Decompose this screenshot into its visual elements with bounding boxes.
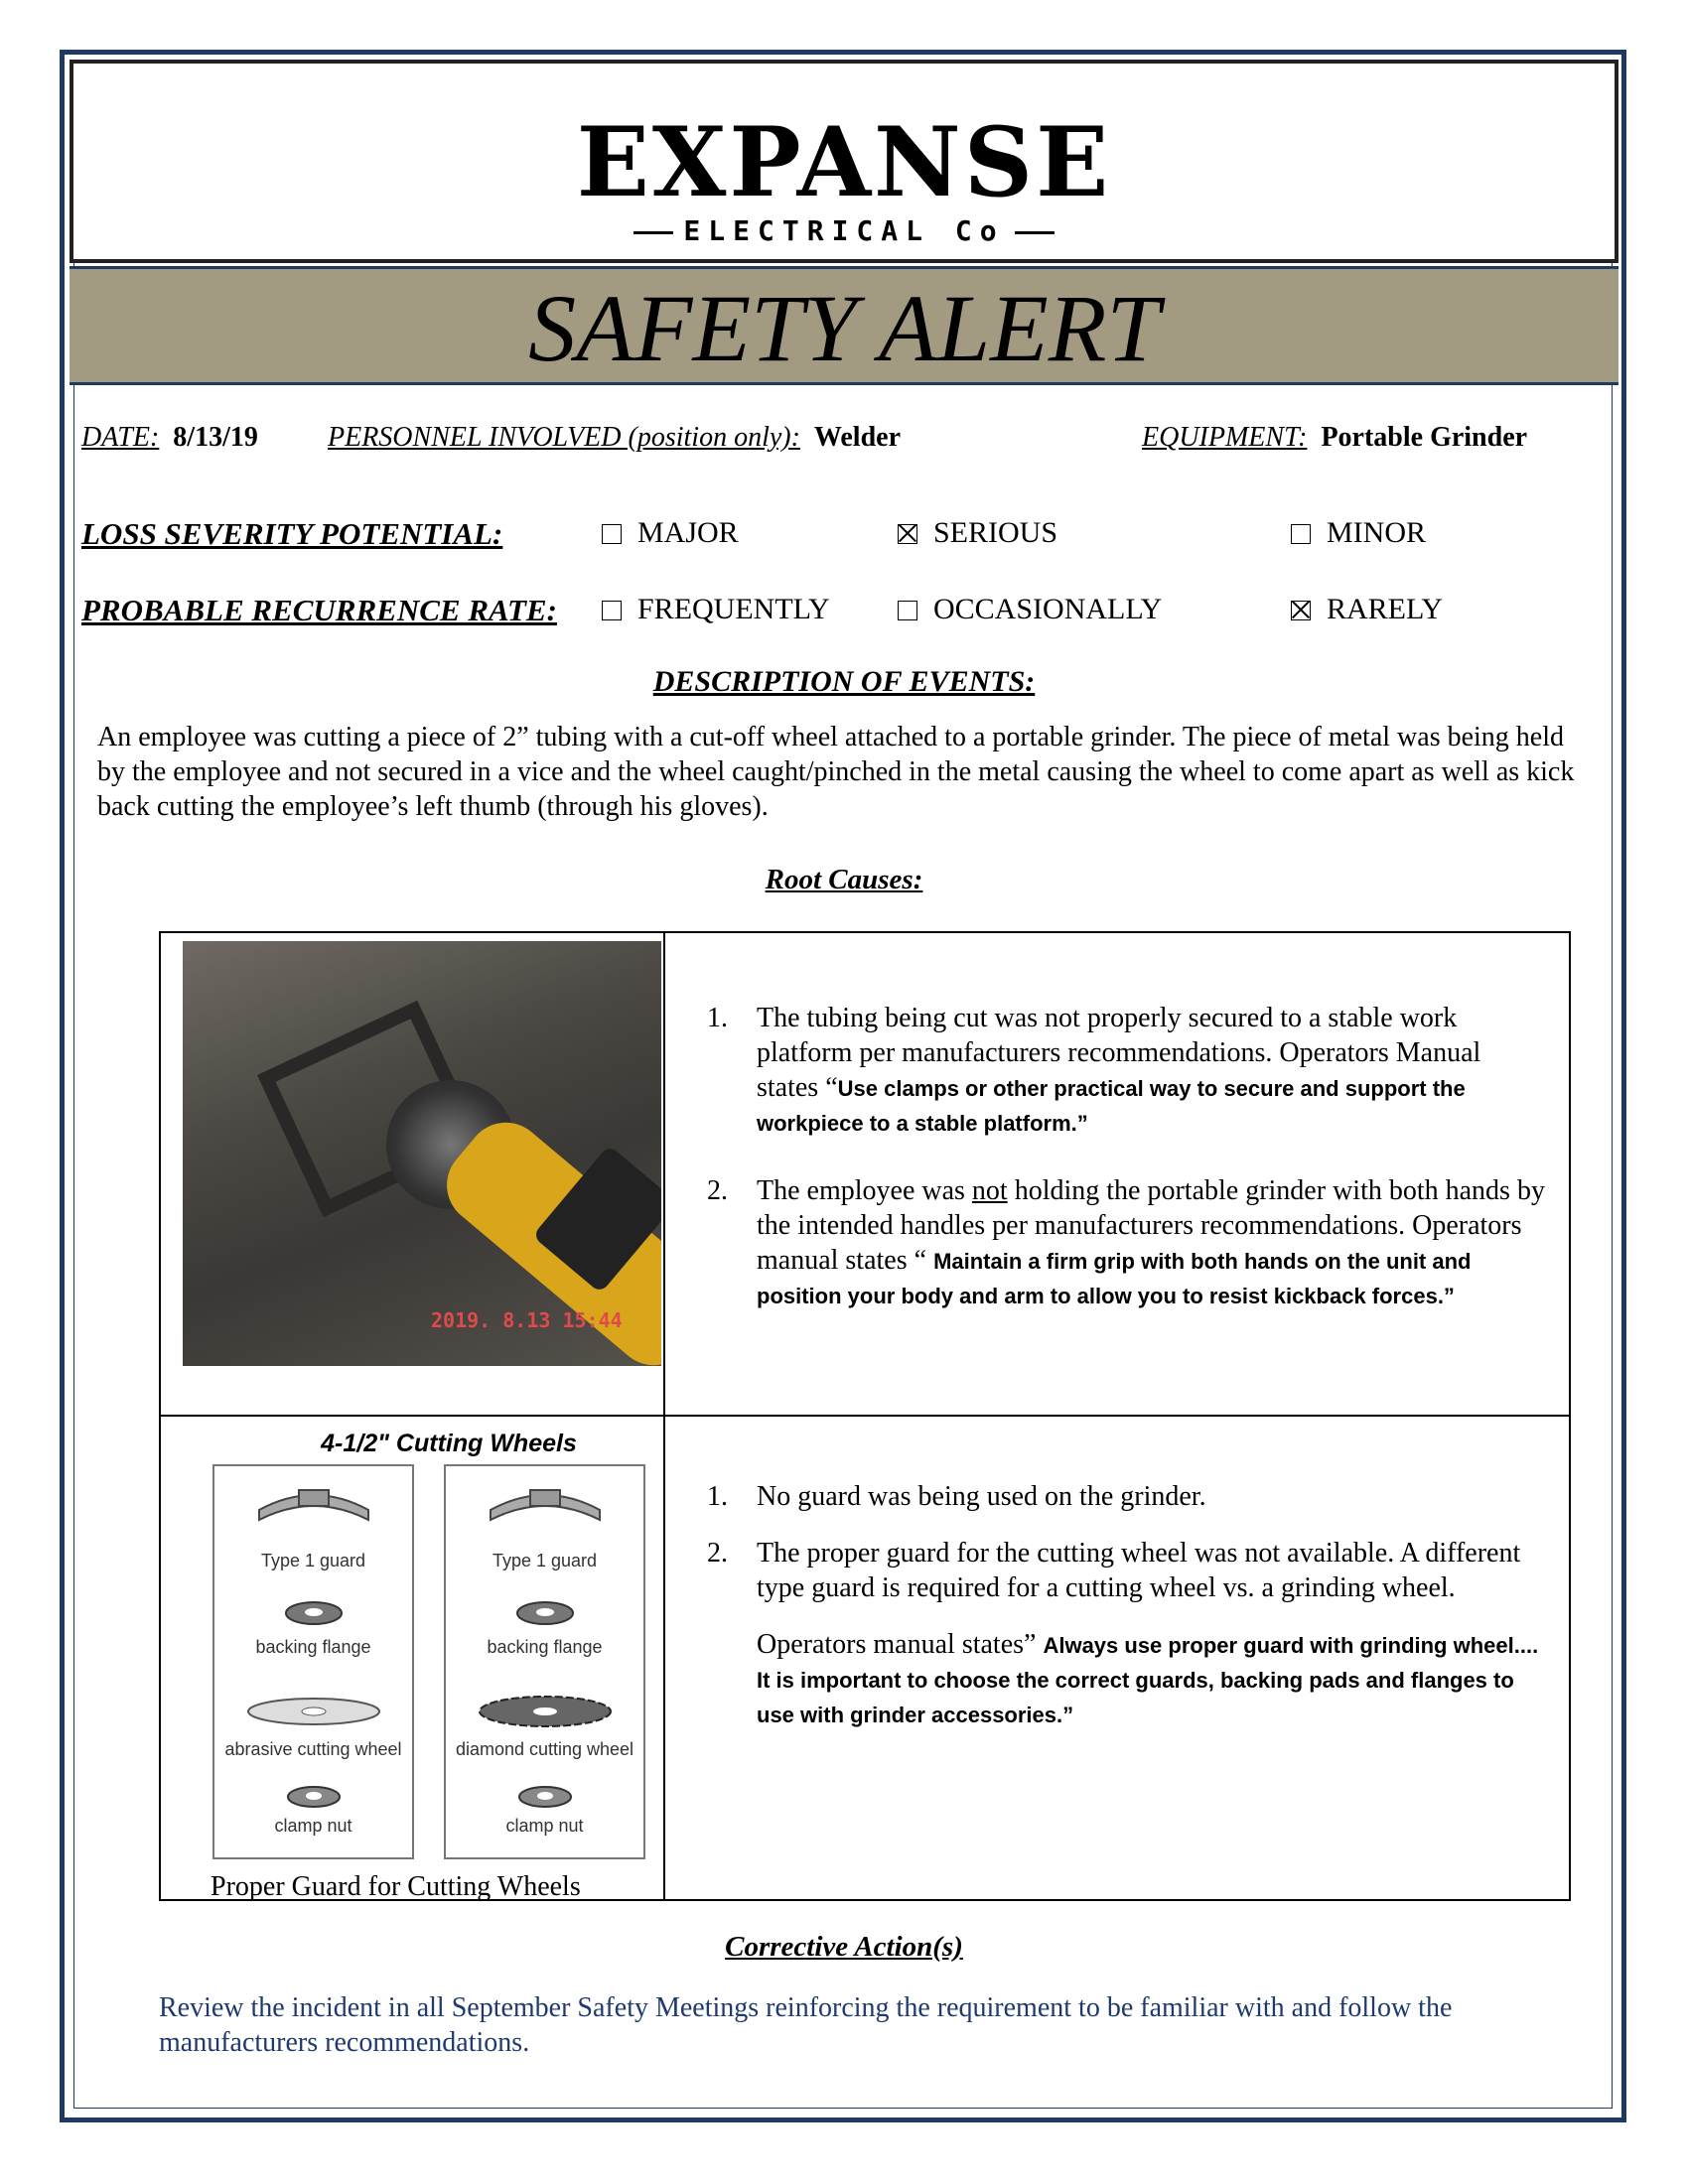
personnel-field: PERSONNEL INVOLVED (position only): Welder [328, 422, 902, 453]
page-title: SAFETY ALERT [528, 275, 1160, 381]
guard-icon [481, 1480, 610, 1540]
guard-icon [249, 1480, 378, 1540]
recurrence-label: PROBABLE RECURRENCE RATE: [81, 593, 557, 627]
severity-label: LOSS SEVERITY POTENTIAL: [81, 516, 503, 551]
equipment-value: Portable Grinder [1321, 422, 1528, 453]
incident-photo [183, 941, 661, 1366]
corrective-heading: Corrective Action(s) [725, 1931, 963, 1963]
checkbox-icon [1291, 524, 1311, 544]
root-cause-list-1 [707, 1001, 1546, 1334]
checkbox-icon [898, 601, 917, 620]
list-item: 1. The tubing being cut was not properly secured to a stable work platform per manufacturers recommendations. Operators Manual states “Use clamps or other practical way to secure and support the workpiece to a stable platform.” [707, 1003, 1481, 1136]
recurrence-option-frequently: FREQUENTLY [602, 593, 830, 626]
corrective-text: Review the incident in all September Safety Meetings reinforcing the requirement to be familiar with and follow the manufacturers recommendations. [159, 1992, 1453, 2058]
list-item: 2. The proper guard for the cutting wheel was not available. A different type guard is required for a cutting wheel vs. a grinding wheel. [707, 1538, 1521, 1603]
date-value: 8/13/19 [173, 422, 258, 453]
recurrence-option-occasionally: OCCASIONALLY [898, 593, 1162, 626]
clamp-nut-icon [515, 1784, 575, 1810]
checked-checkbox-icon [1291, 601, 1311, 620]
guard-figure-caption: Proper Guard for Cutting Wheels [211, 1871, 581, 1902]
root-cause-list-2 [707, 1479, 1546, 1753]
clamp-nut-icon [284, 1784, 344, 1810]
guard-figure-left: Type 1 guard backing flange abrasive cutting wheel clamp nut [212, 1464, 414, 1859]
company-subtitle: ELECTRICAL Co [73, 214, 1615, 247]
logo-header [70, 60, 1618, 263]
list-item: 2. The employee was not holding the portable grinder with both hands by the intended handles per manufacturers recommendations. Operators manual states “ Maintain a firm grip with both hands on the unit and position your body and arm to allow you to resist kickback forces.” [707, 1175, 1545, 1308]
description-heading: DESCRIPTION OF EVENTS: [652, 665, 1036, 698]
company-logo: EXPANSE [576, 106, 1112, 218]
guard-figure-title: 4-1/2" Cutting Wheels [321, 1430, 577, 1457]
date-field: DATE: 8/13/19 [81, 422, 258, 453]
personnel-value: Welder [813, 422, 902, 453]
equipment-field: EQUIPMENT: Portable Grinder [1142, 422, 1528, 453]
flange-icon [515, 1600, 575, 1626]
list-item: 1. No guard was being used on the grinder. [707, 1481, 1206, 1512]
checked-checkbox-icon [898, 524, 917, 544]
root-causes-table [159, 931, 1571, 1901]
description-text: An employee was cutting a piece of 2” tubing with a cut-off wheel attached to a portable grinder. The piece of metal was being held by the employee and not secured in a vice and the wheel caught/pinched in the metal causing the wheel to come apart as well as kick back cutting the employee’s left thumb (through his gloves). [97, 722, 1575, 822]
diamond-wheel-icon [476, 1695, 615, 1728]
checkbox-icon [602, 601, 622, 620]
root-causes-heading: Root Causes: [765, 864, 923, 895]
abrasive-wheel-icon [244, 1697, 383, 1726]
flange-icon [284, 1600, 344, 1626]
recurrence-option-rarely: RARELY [1291, 593, 1443, 626]
severity-option-minor: MINOR [1291, 516, 1426, 550]
safety-alert-banner [70, 266, 1618, 385]
guard-figure-right: Type 1 guard backing flange diamond cutting wheel clamp nut [444, 1464, 645, 1859]
severity-option-serious: SERIOUS [898, 516, 1057, 550]
checkbox-icon [602, 524, 622, 544]
severity-option-major: MAJOR [602, 516, 739, 550]
photo-timestamp: 2019. 8.13 15:44 [431, 1308, 623, 1332]
list-item: Operators manual states” Always use proper guard with grinding wheel.... It is important to choose the correct guards, backing pads and flanges to use with grinder accessories.” [757, 1629, 1539, 1727]
